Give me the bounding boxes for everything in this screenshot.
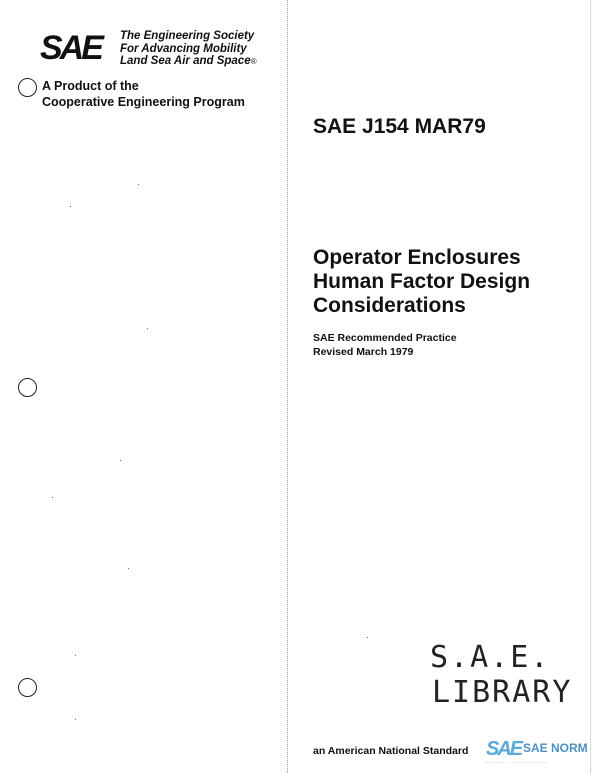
tagline-line-1: The Engineering Society [120,30,255,42]
sae-logo [40,28,270,72]
watermark-logo: SAE [486,738,522,760]
watermark-subline: ———— ———— ———— [485,759,550,764]
subtitle-line-1: SAE Recommended Practice [313,332,457,344]
scan-speck [52,497,53,498]
subtitle-line-2: Revised March 1979 [313,345,414,358]
punch-hole-icon [18,378,37,397]
document-title [313,246,530,318]
edge-line [590,0,591,773]
library-stamp [430,640,572,710]
program-note [42,78,245,110]
punch-hole-icon [18,78,37,97]
tagline-line-2: For Advancing Mobility [120,42,247,55]
document-subtitle [313,332,457,359]
program-line-1: A Product of the [42,79,139,93]
standard-number: SAE J154 MAR79 [313,115,486,138]
stamp-line-1: S.A.E. [430,640,551,675]
scan-speck [120,460,121,461]
scan-speck [367,637,368,638]
registered-mark: ® [250,57,257,66]
title-line-1: Operator Enclosures [313,246,521,269]
title-line-3: Considerations [313,294,466,317]
stamp-line-2: LIBRARY [432,675,573,710]
scan-speck [75,655,76,656]
scan-speck [128,568,129,569]
scan-speck [147,328,148,329]
sae-tagline [120,30,257,69]
tagline-line-3: Land Sea Air and Space [120,55,251,67]
punch-hole-icon [18,678,37,697]
standard-designation: an American National Standard [313,745,469,757]
fold-line [287,0,288,773]
scan-speck [70,206,71,207]
title-line-2: Human Factor Design [313,270,531,293]
sae-logo-mark: SAE [40,29,101,67]
watermark-text: SAE NORM [523,741,588,755]
scan-speck [75,719,76,720]
program-line-2: Cooperative Engineering Program [42,95,245,109]
scan-speck [138,184,139,185]
